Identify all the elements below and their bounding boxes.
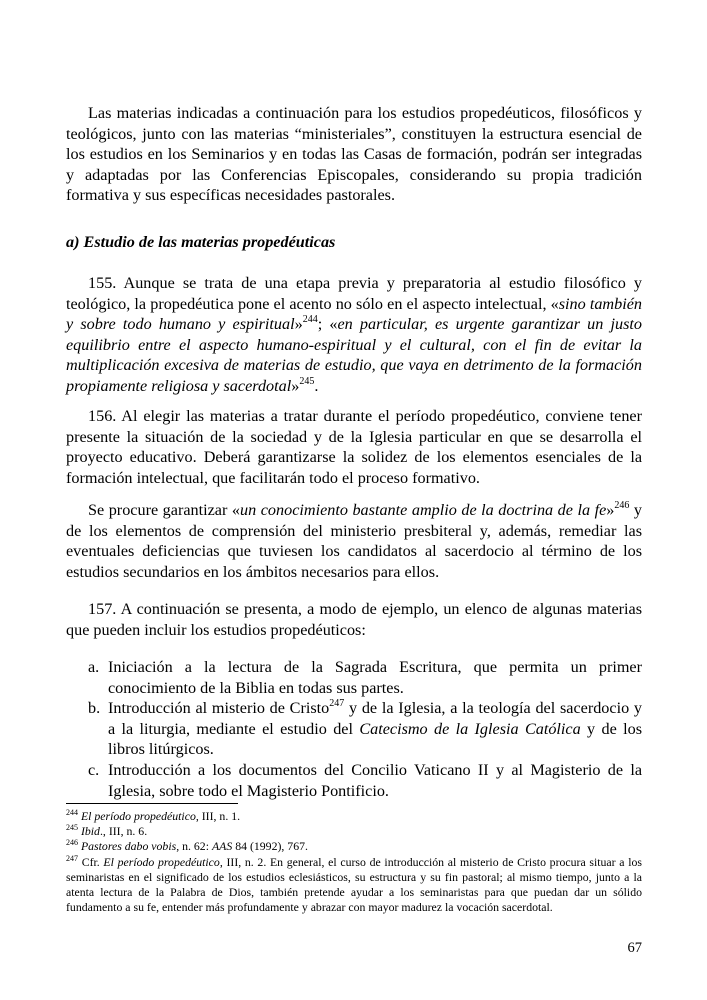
footnote-divider: [66, 803, 238, 804]
paragraph-156-continued: Se procure garantizar «un conocimiento bastante amplio de la doctrina de la fe»$^{246}$ y de los elementos de comprensión del ministerio presbiteral y, además, remediar las eventuales deficiencias que tuviesen los candidatos al sacerdocio al término de los estudios secundarios en los ámbitos necesarios para ellos.: [66, 500, 642, 581]
footnote-247: $^{247}$ Cfr. El período propedéutico, III, n. 2. En general, el curso de introducción al misterio de Cristo procura situar a los seminaristas en el significado de los estudios eclesiásticos, su estructura y su fin pastoral; al mismo tiempo, junto a la atenta lectura de la Palabra de Dios, también pretende ayudar a los seminaristas para que puedan dar un sólido fundamento a su fe, entender más profundamente y abrazar con mayor madurez la vocación sacerdotal.: [66, 853, 642, 915]
footnotes: [66, 809, 642, 915]
list-item: b. Introducción al misterio de Cristo$^{247}$ y de la Iglesia, a la teología del sacerdocio y a la liturgia, mediante el estudio del Catecismo de la Iglesia Católica y de los libros litúrgicos.: [88, 698, 643, 759]
quote-156: un conocimiento bastante amplio de la doctrina de la fe: [240, 501, 607, 519]
footnote-ref-247: 247: [329, 698, 345, 710]
quote-155-1: sino también y sobre todo humano y espiritual: [66, 294, 642, 334]
quote-155-2: en particular, es urgente garantizar un justo equilibrio entre el aspecto humano-espiritual y el cultural, con el fin de evitar la multiplicación excesiva de materias de estudio, que vaya en detrimento de la formación propiamente religiosa y sacerdotal: [66, 315, 643, 395]
paragraph-157: 157. A continuación se presenta, a modo de ejemplo, un elenco de algunas materias que pueden incluir los estudios propedéuticos:: [66, 600, 642, 639]
list-item: c. Introducción a los documentos del Concilio Vaticano II y al Magisterio de la Iglesia, sobre todo el Magisterio Pontificio.: [88, 760, 642, 800]
intro-paragraph: Las materias indicadas a continuación para los estudios propedéuticos, filosóficos y teológicos, junto con las materias “ministeriales”, constituyen la estructura esencial de los estudios en los Seminarios y en todas las Casas de formación, podrán ser integradas y adaptadas por las Conferencias Episcopales, considerando su propia tradición formativa y sus específicas necesidades pastorales.: [66, 104, 642, 205]
paragraph-155: 155. Aunque se trata de una etapa previa y preparatoria al estudio filosófico y teológico, la propedéutica pone el acento no sólo en el aspecto intelectual, «sino también y sobre todo humano y espiritual»$^{244}$; «en particular, es urgente garantizar un justo equilibrio entre el aspecto humano-espiritual y el cultural, con el fin de evitar la multiplicación excesiva de materias de estudio, que vaya en detrimento de la formación propiamente religiosa y sacerdotal»$^{245}$.: [66, 274, 643, 395]
paragraph-156: 156. Al elegir las materias a tratar durante el período propedéutico, conviene tener presente la situación de la sociedad y de la Iglesia particular en que se desarrolla el proyecto educativo. Deberá garantizarse la solidez de los elementos esenciales de la formación intelectual, que facilitarán todo el proceso formativo.: [66, 407, 642, 487]
footnote-ref-246: 246: [614, 500, 630, 511]
list-item: a. Iniciación a la lectura de la Sagrada Escritura, que permita un primer conocimiento de la Biblia en todas sus partes.: [88, 658, 642, 697]
footnote-245: $^{245}$ Ibid., III, n. 6.: [66, 823, 148, 839]
footnote-ref-244: 244: [302, 314, 318, 326]
subject-list: [88, 657, 642, 801]
footnote-244: $^{244}$ El período propedéutico, III, n. 1.: [66, 808, 241, 823]
footnote-ref-245: 245: [299, 375, 315, 387]
footnote-246: $^{246}$ Pastores dabo vobis, n. 62: AAS 84 (1992), 767.: [66, 838, 308, 854]
page-number: 67: [627, 940, 642, 956]
section-heading: a) Estudio de las materias propedéuticas: [66, 233, 336, 251]
